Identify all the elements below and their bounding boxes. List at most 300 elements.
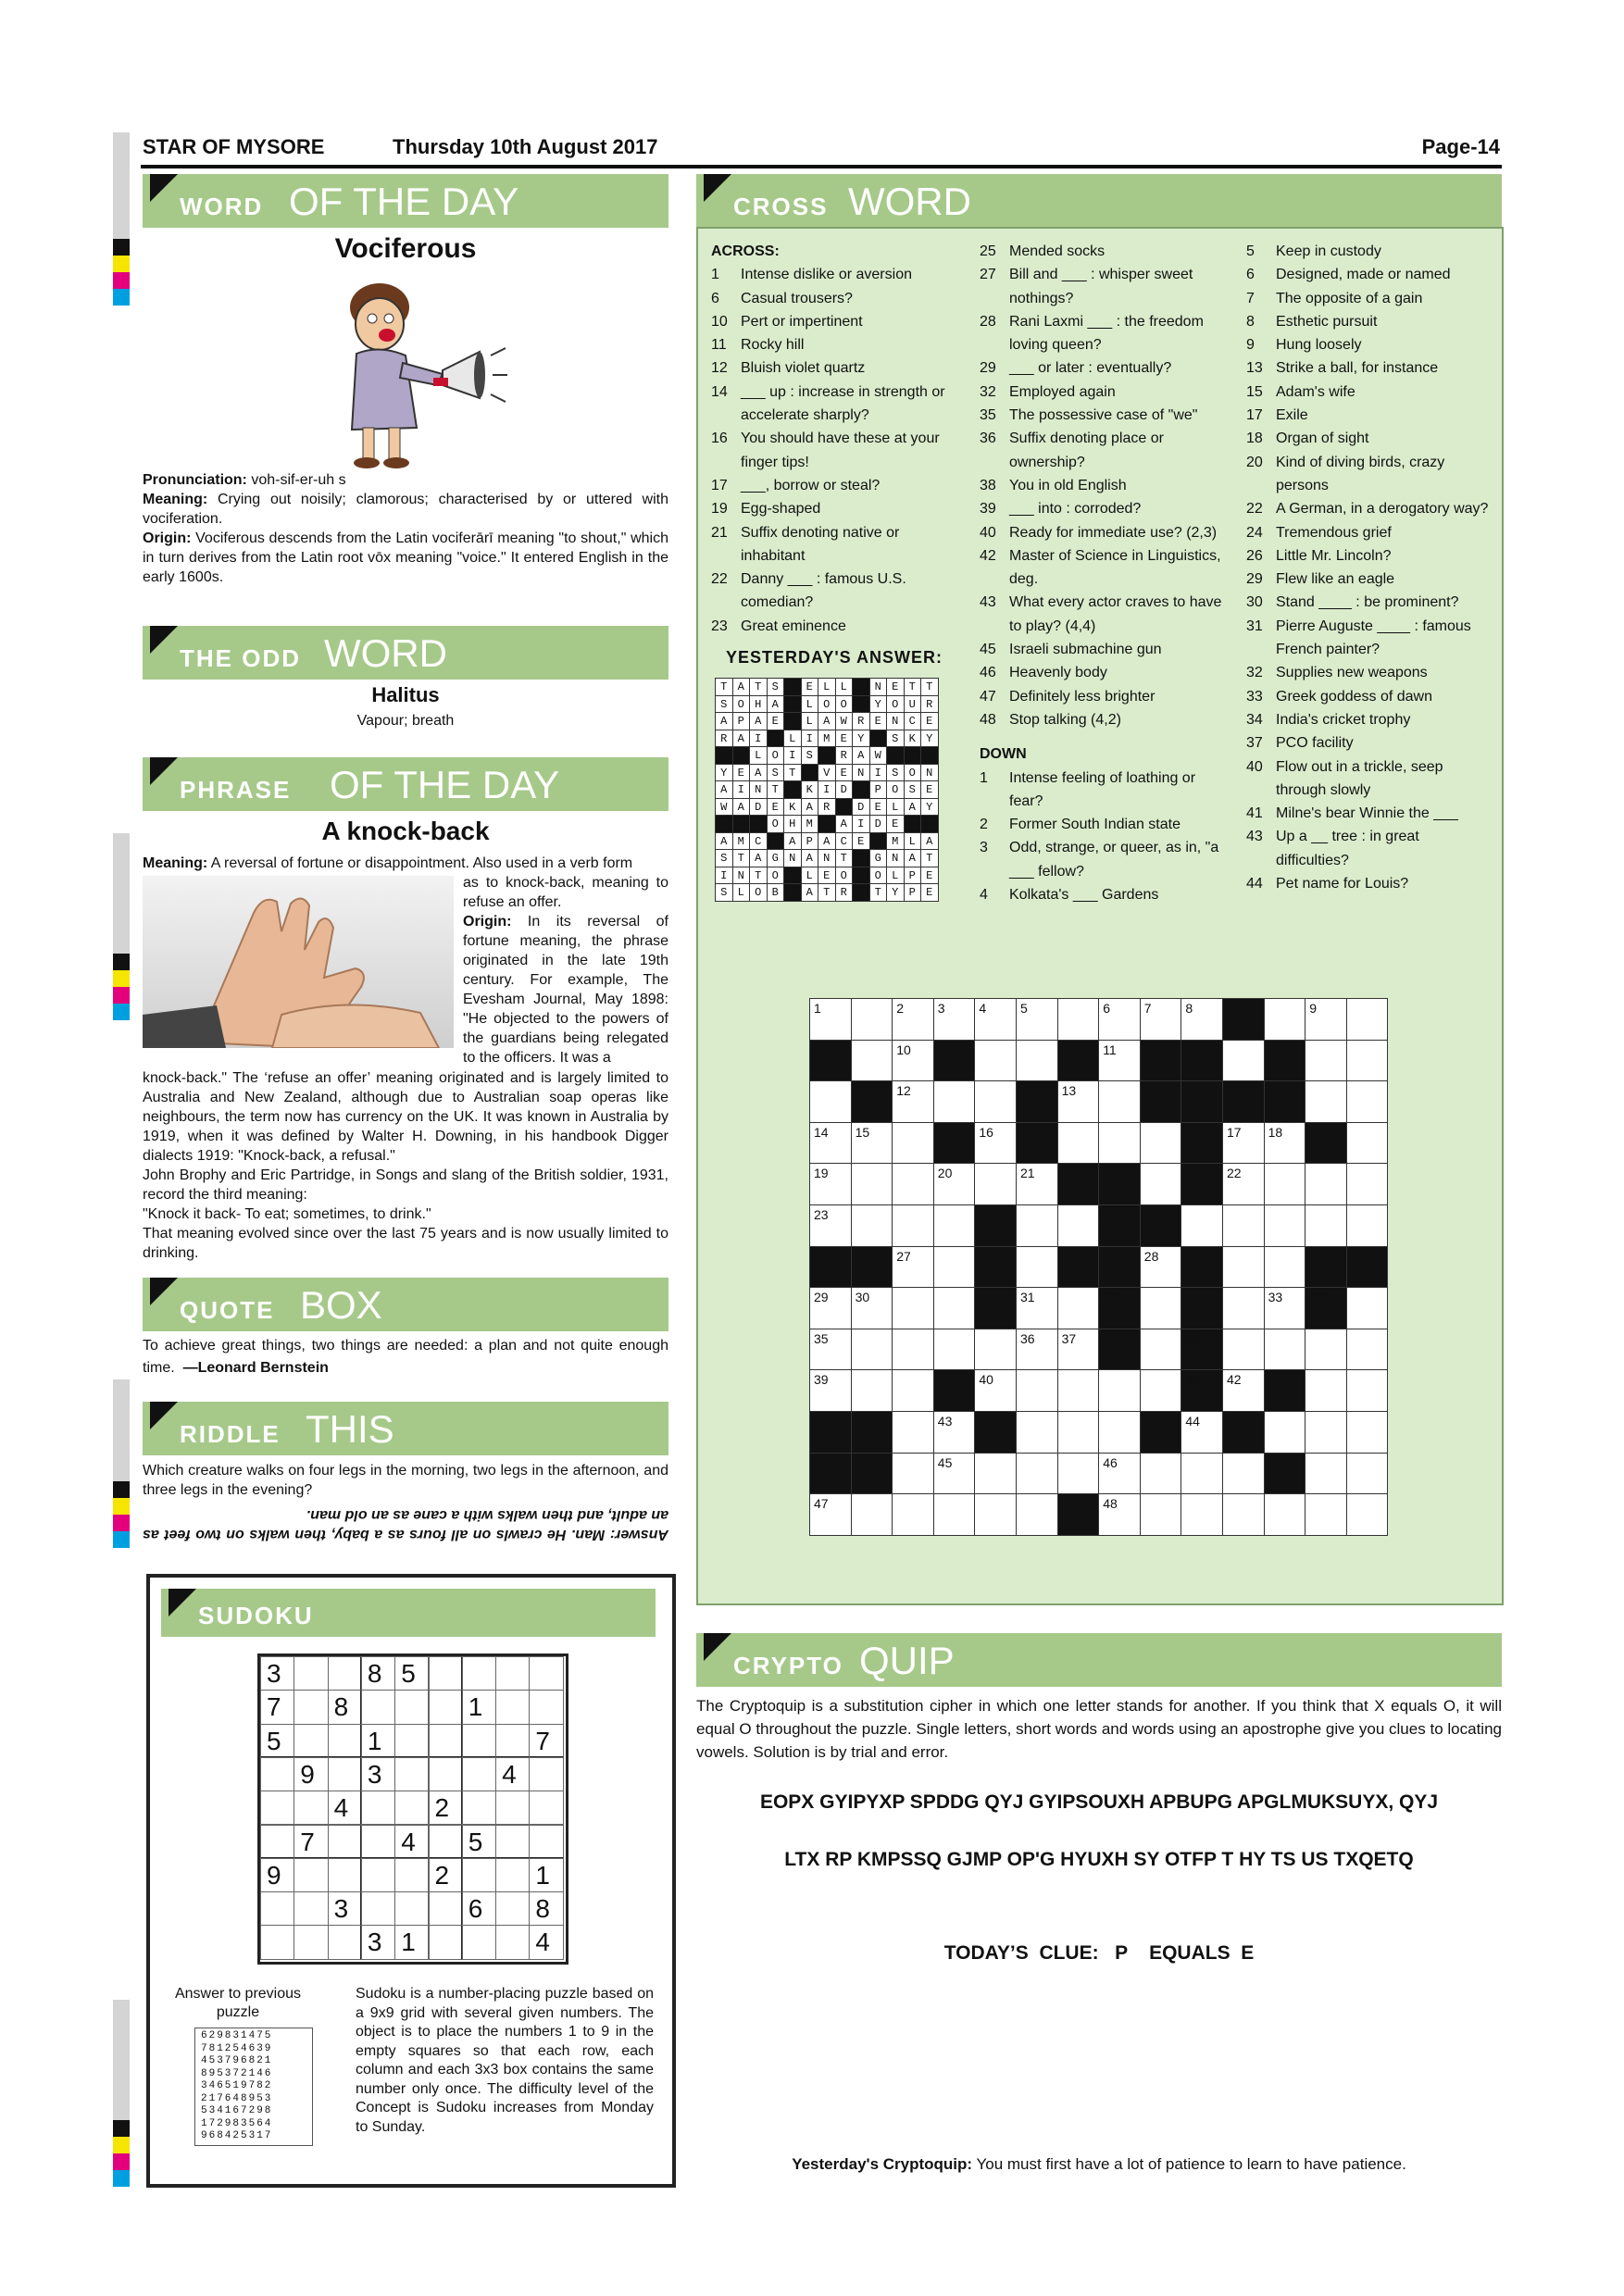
- crossword-cell[interactable]: [1057, 1204, 1100, 1247]
- clue-number: 5: [1020, 1001, 1028, 1016]
- clue-item: 3 Odd, strange, or queer, as in, "a ___ fellow?: [980, 840, 1219, 880]
- crossword-cell[interactable]: [892, 1369, 934, 1412]
- crossword-cell[interactable]: [851, 1493, 893, 1536]
- crossword-cell[interactable]: [1305, 1453, 1347, 1495]
- sudoku-cell[interactable]: [429, 1825, 463, 1859]
- crossword-cell[interactable]: [1016, 998, 1058, 1041]
- crossword-cell[interactable]: [1098, 998, 1141, 1041]
- crossword-cell[interactable]: [851, 1287, 893, 1329]
- crossword-cell[interactable]: [1098, 1493, 1141, 1536]
- crossword-cell[interactable]: [1346, 1040, 1389, 1082]
- crossword-black-cell: [1057, 1493, 1100, 1536]
- crossword-black-cell: [851, 1411, 893, 1454]
- sudoku-cell[interactable]: [361, 1791, 395, 1825]
- crossword-cell[interactable]: [851, 1040, 893, 1082]
- answer-cell: E: [920, 883, 939, 902]
- crossword-cell[interactable]: [1222, 1246, 1265, 1289]
- sudoku-cell[interactable]: 8: [361, 1656, 395, 1691]
- sudoku-cell[interactable]: 1: [529, 1858, 563, 1892]
- sudoku-cell[interactable]: [328, 1656, 362, 1691]
- crossword-cell[interactable]: [1264, 1329, 1306, 1371]
- answer-cell: E: [818, 867, 836, 885]
- crossword-cell[interactable]: [1057, 1411, 1100, 1454]
- sudoku-cell[interactable]: [394, 1724, 429, 1758]
- crossword-cell[interactable]: [974, 1080, 1017, 1123]
- crossword-cell[interactable]: [1222, 1163, 1265, 1205]
- sudoku-cell[interactable]: [394, 1791, 429, 1825]
- sudoku-cell[interactable]: [260, 1925, 294, 1959]
- crossword-cell[interactable]: [933, 1287, 976, 1329]
- crossword-cell[interactable]: [1098, 1411, 1141, 1454]
- answer-cell: E: [869, 798, 888, 817]
- crossword-cell[interactable]: [809, 1163, 852, 1205]
- crossword-black-cell: [1057, 1246, 1100, 1289]
- crossword-cell[interactable]: [1305, 1080, 1347, 1123]
- crossword-cell[interactable]: [1346, 1329, 1389, 1371]
- answer-cell: E: [835, 764, 854, 782]
- clue-item: 32 Employed again: [980, 383, 1116, 400]
- clue-number: 3: [937, 1001, 945, 1016]
- crossword-cell[interactable]: [1016, 1369, 1058, 1412]
- crossword-cell[interactable]: [933, 1329, 976, 1371]
- answer-cell: Y: [852, 730, 870, 748]
- crossword-cell[interactable]: [1140, 1246, 1182, 1289]
- sudoku-cell[interactable]: [495, 1656, 530, 1691]
- sudoku-cell[interactable]: [260, 1891, 294, 1926]
- crossword-cell[interactable]: [892, 1287, 934, 1329]
- sudoku-cell[interactable]: [361, 1690, 395, 1724]
- clue-number: 1: [814, 1001, 821, 1016]
- crossword-cell[interactable]: [933, 1204, 976, 1247]
- answer-cell: E: [886, 815, 905, 833]
- crossword-cell[interactable]: [1057, 998, 1100, 1041]
- crossword-black-cell: [974, 1411, 1017, 1454]
- crossword-cell[interactable]: [892, 1080, 934, 1123]
- crossword-cell[interactable]: [933, 1163, 976, 1205]
- answer-cell: A: [732, 730, 751, 748]
- crossword-cell[interactable]: [1181, 1204, 1223, 1247]
- answer-cell: T: [835, 849, 854, 867]
- sudoku-cell[interactable]: [328, 1858, 362, 1892]
- crossword-black-cell: [1098, 1329, 1141, 1371]
- crossword-cell[interactable]: [1222, 1453, 1265, 1495]
- side-strip: [113, 1379, 130, 1481]
- sudoku-cell[interactable]: [294, 1656, 328, 1691]
- crossword-cell[interactable]: [1140, 1163, 1182, 1205]
- answer-cell: L: [783, 730, 802, 748]
- sudoku-banner: SUDOKU: [161, 1589, 656, 1637]
- quote-text: To achieve great things, two things are needed: a plan and not quite enough time. —Leonard Bernstein: [143, 1338, 668, 1376]
- sudoku-cell[interactable]: [429, 1757, 463, 1791]
- answer-cell: W: [835, 712, 854, 730]
- sudoku-cell[interactable]: [394, 1891, 429, 1926]
- crossword-black-cell: [974, 1246, 1017, 1289]
- sudoku-cell[interactable]: 2: [429, 1791, 463, 1825]
- answer-cell: Y: [869, 695, 888, 714]
- crossword-cell[interactable]: [1016, 1163, 1058, 1205]
- crossword-cell[interactable]: [892, 1493, 934, 1536]
- sudoku-answer-row: 453796821: [201, 2055, 273, 2066]
- sudoku-cell[interactable]: [429, 1925, 463, 1959]
- answer-cell: [783, 712, 802, 730]
- sudoku-cell[interactable]: 5: [260, 1724, 294, 1758]
- clue-number: 22: [1227, 1166, 1242, 1181]
- cryptoquip-line-2: LTX RP KMPSSQ GJMP OP'G HYUXH SY OTFP T HY TS US TXQETQ: [784, 1849, 1414, 1870]
- sudoku-cell[interactable]: [294, 1690, 328, 1724]
- crossword-cell[interactable]: [1016, 1329, 1058, 1371]
- crossword-cell[interactable]: [933, 1453, 976, 1495]
- sudoku-cell[interactable]: 2: [429, 1858, 463, 1892]
- answer-cell: M: [801, 815, 819, 833]
- crossword-cell[interactable]: [1346, 1080, 1389, 1123]
- crossword-cell[interactable]: [1264, 1411, 1306, 1454]
- sudoku-cell[interactable]: 7: [260, 1690, 294, 1724]
- sudoku-answer-row: 781254639: [201, 2042, 273, 2054]
- answer-cell: I: [852, 815, 870, 833]
- crossword-cell[interactable]: [1098, 1453, 1141, 1495]
- crossword-cell[interactable]: [1264, 1163, 1306, 1205]
- sudoku-cell[interactable]: [429, 1690, 463, 1724]
- crossword-cell[interactable]: [974, 1122, 1017, 1165]
- crossword-cell[interactable]: [1264, 1204, 1306, 1247]
- crossword-cell[interactable]: [974, 1453, 1017, 1495]
- sudoku-cell[interactable]: [328, 1724, 362, 1758]
- crossword-cell[interactable]: [851, 1204, 893, 1247]
- crossword-cell[interactable]: [892, 1204, 934, 1247]
- clue-item: 20 Kind of diving birds, crazy persons: [1246, 454, 1445, 493]
- crossword-cell[interactable]: [974, 1163, 1017, 1205]
- clue-number: 41: [1185, 1372, 1200, 1388]
- answer-cell: I: [801, 730, 819, 748]
- crossword-cell[interactable]: [933, 1246, 976, 1289]
- sudoku-cell[interactable]: [394, 1690, 429, 1724]
- sudoku-cell[interactable]: 6: [462, 1891, 496, 1926]
- crossword-cell[interactable]: [1264, 1122, 1306, 1165]
- crossword-cell[interactable]: [1140, 1453, 1182, 1495]
- crossword-cell[interactable]: [1346, 1453, 1389, 1495]
- sudoku-cell[interactable]: 9: [294, 1757, 328, 1791]
- sudoku-cell[interactable]: [462, 1656, 496, 1691]
- clue-number: 2: [896, 1001, 904, 1016]
- crossword-cell[interactable]: [1346, 1163, 1389, 1205]
- crossword-cell[interactable]: [1016, 1204, 1058, 1247]
- answer-cell: N: [732, 867, 751, 885]
- crossword-cell[interactable]: [1222, 1287, 1265, 1329]
- crossword-cell[interactable]: [1181, 1411, 1223, 1454]
- crossword-cell[interactable]: [1016, 1040, 1058, 1082]
- crossword-cell[interactable]: [974, 1040, 1017, 1082]
- crossword-cell[interactable]: [892, 1329, 934, 1371]
- across-clues-col1: [711, 240, 961, 638]
- sudoku-cell[interactable]: [529, 1656, 563, 1691]
- clue-number: 12: [896, 1083, 911, 1099]
- crossword-cell[interactable]: [1057, 1122, 1100, 1165]
- crossword-cell[interactable]: [851, 1369, 893, 1412]
- answer-cell: P: [904, 883, 922, 902]
- crossword-cell[interactable]: [974, 998, 1017, 1041]
- sudoku-cell[interactable]: [495, 1858, 530, 1892]
- sudoku-cell[interactable]: [394, 1757, 429, 1791]
- crossword-cell[interactable]: [809, 1329, 852, 1371]
- crossword-cell[interactable]: [892, 1040, 934, 1082]
- sudoku-cell[interactable]: [328, 1925, 362, 1959]
- sudoku-answer-row: 172983564: [201, 2117, 273, 2129]
- crossword-cell[interactable]: [809, 998, 852, 1041]
- sudoku-cell[interactable]: [529, 1825, 563, 1859]
- down-title: DOWN: [980, 746, 1027, 763]
- sudoku-cell[interactable]: [495, 1891, 530, 1926]
- sudoku-cell[interactable]: 3: [328, 1891, 362, 1926]
- crossword-cell[interactable]: [1057, 1080, 1100, 1123]
- crossword-cell[interactable]: [851, 998, 893, 1041]
- crossword-black-cell: [1057, 1040, 1100, 1082]
- crossword-cell[interactable]: [1181, 998, 1223, 1041]
- crossword-cell[interactable]: [974, 1493, 1017, 1536]
- sudoku-cell[interactable]: [294, 1925, 328, 1959]
- crossword-cell[interactable]: [974, 1329, 1017, 1371]
- crossword-cell[interactable]: [1181, 1453, 1223, 1495]
- sudoku-cell[interactable]: [260, 1757, 294, 1791]
- sudoku-cell[interactable]: [495, 1825, 530, 1859]
- crossword-cell[interactable]: [892, 1122, 934, 1165]
- sudoku-cell[interactable]: 1: [361, 1724, 395, 1758]
- sudoku-cell[interactable]: 3: [361, 1925, 395, 1959]
- crossword-cell[interactable]: [933, 1411, 976, 1454]
- crossword-cell[interactable]: [1346, 1369, 1389, 1412]
- sudoku-cell[interactable]: [328, 1757, 362, 1791]
- crossword-cell[interactable]: [1305, 1329, 1347, 1371]
- sudoku-cell[interactable]: [294, 1724, 328, 1758]
- crossword-cell[interactable]: [892, 1411, 934, 1454]
- sudoku-cell[interactable]: [529, 1690, 563, 1724]
- sudoku-cell[interactable]: 5: [462, 1825, 496, 1859]
- crossword-cell[interactable]: [1140, 1122, 1182, 1165]
- sudoku-cell[interactable]: 4: [328, 1791, 362, 1825]
- crossword-cell[interactable]: [1016, 1411, 1058, 1454]
- crossword-cell[interactable]: [933, 1493, 976, 1536]
- crossword-cell[interactable]: [1346, 1411, 1389, 1454]
- answer-cell: T: [767, 780, 785, 799]
- crossword-cell[interactable]: [1098, 1122, 1141, 1165]
- crossword-cell[interactable]: [1305, 998, 1347, 1041]
- color-bar: [113, 1481, 130, 1548]
- sudoku-cell[interactable]: [429, 1724, 463, 1758]
- sudoku-cell[interactable]: [495, 1724, 530, 1758]
- crossword-cell[interactable]: [809, 1369, 852, 1412]
- sudoku-cell[interactable]: [429, 1891, 463, 1926]
- crossword-cell[interactable]: [1140, 1369, 1182, 1412]
- crossword-cell[interactable]: [809, 1080, 852, 1123]
- phrase-meaning-cont: as to knock-back, meaning to refuse an offer.: [463, 875, 668, 910]
- answer-cell: A: [732, 678, 751, 696]
- answer-cell: L: [886, 798, 905, 817]
- crossword-cell[interactable]: [1016, 1287, 1058, 1329]
- crossword-black-cell: [933, 1122, 976, 1165]
- crossword-cell[interactable]: [892, 1163, 934, 1205]
- crossword-cell[interactable]: [1264, 1493, 1306, 1536]
- sudoku-cell[interactable]: [294, 1891, 328, 1926]
- crossword-cell[interactable]: [1016, 1246, 1058, 1289]
- crossword-cell[interactable]: [1181, 1493, 1223, 1536]
- answer-cell: [783, 867, 802, 885]
- answer-cell: L: [801, 867, 819, 885]
- sudoku-cell[interactable]: [462, 1791, 496, 1825]
- crossword-cell[interactable]: [1140, 998, 1182, 1041]
- sudoku-answer-label: Answer to previous puzzle: [174, 1986, 302, 2020]
- sudoku-cell[interactable]: [294, 1858, 328, 1892]
- clue-item: 26 Little Mr. Lincoln?: [1246, 547, 1392, 564]
- crossword-cell[interactable]: [809, 1204, 852, 1247]
- crossword-cell[interactable]: [933, 998, 976, 1041]
- crossword-cell[interactable]: [1305, 1163, 1347, 1205]
- answer-cell: D: [852, 798, 870, 817]
- sudoku-cell[interactable]: 3: [361, 1757, 395, 1791]
- crossword-cell[interactable]: [1222, 1040, 1265, 1082]
- sudoku-cell[interactable]: [495, 1791, 530, 1825]
- answer-cell: H: [783, 815, 802, 833]
- clue-item: 38 You in old English: [980, 477, 1127, 493]
- sudoku-cell[interactable]: [328, 1825, 362, 1859]
- crossword-cell[interactable]: [1305, 1493, 1347, 1536]
- answer-cell: A: [818, 832, 836, 851]
- answer-cell: P: [904, 867, 922, 885]
- crossword-black-cell: [933, 1369, 976, 1412]
- answer-cell: H: [749, 695, 768, 714]
- answer-cell: E: [767, 712, 785, 730]
- crossword-cell[interactable]: [1098, 1369, 1141, 1412]
- sudoku-cell[interactable]: 7: [529, 1724, 563, 1758]
- answer-cell: A: [801, 798, 819, 817]
- crossword-banner: CROSS WORD: [696, 174, 1502, 228]
- crossword-cell[interactable]: [892, 1246, 934, 1289]
- crossword-cell[interactable]: [1346, 1287, 1389, 1329]
- crossword-black-cell: [1181, 1080, 1223, 1123]
- sudoku-cell[interactable]: [529, 1791, 563, 1825]
- sudoku-cell[interactable]: 7: [294, 1825, 328, 1859]
- answer-cell: [749, 815, 768, 833]
- answer-cell: [783, 883, 802, 902]
- sudoku-cell[interactable]: [294, 1791, 328, 1825]
- sudoku-cell[interactable]: 4: [394, 1825, 429, 1859]
- crossword-cell[interactable]: [1016, 1453, 1058, 1495]
- crossword-cell[interactable]: [1057, 1369, 1100, 1412]
- sudoku-cell[interactable]: [260, 1825, 294, 1859]
- sudoku-cell[interactable]: [462, 1925, 496, 1959]
- crossword-cell[interactable]: [1346, 1204, 1389, 1247]
- crossword-cell[interactable]: [1305, 1411, 1347, 1454]
- answer-cell: A: [818, 712, 836, 730]
- clue-number: 37: [1061, 1330, 1077, 1346]
- sudoku-cell[interactable]: [495, 1925, 530, 1959]
- sudoku-cell[interactable]: 9: [260, 1858, 294, 1892]
- sudoku-cell[interactable]: [429, 1656, 463, 1691]
- sudoku-cell[interactable]: [462, 1858, 496, 1892]
- crossword-cell[interactable]: [1057, 1329, 1100, 1371]
- clue-number: 42: [1227, 1372, 1242, 1388]
- crossword-cell[interactable]: [1222, 1204, 1265, 1247]
- crossword-cell[interactable]: [1140, 1493, 1182, 1536]
- sudoku-cell[interactable]: 1: [394, 1925, 429, 1959]
- paper-name: STAR OF MYSORE: [143, 135, 325, 158]
- crossword-cell[interactable]: [1098, 1080, 1141, 1123]
- clue-item: 18 Organ of sight: [1246, 430, 1369, 447]
- crossword-cell[interactable]: [1346, 1493, 1389, 1536]
- sudoku-cell[interactable]: [495, 1690, 530, 1724]
- crossword-cell[interactable]: [1305, 1040, 1347, 1082]
- crossword-black-cell: [1305, 1287, 1347, 1329]
- crossword-cell[interactable]: [933, 1080, 976, 1123]
- crossword-cell[interactable]: [851, 1329, 893, 1371]
- crossword-black-cell: [1181, 1287, 1223, 1329]
- sudoku-cell[interactable]: [361, 1891, 395, 1926]
- sudoku-cell[interactable]: [361, 1858, 395, 1892]
- sudoku-cell[interactable]: [462, 1757, 496, 1791]
- answer-cell: Y: [886, 883, 905, 902]
- crossword-cell[interactable]: [1222, 1122, 1265, 1165]
- crossword-cell[interactable]: [1016, 1493, 1058, 1536]
- sudoku-cell[interactable]: [361, 1825, 395, 1859]
- clue-number: 40: [979, 1372, 993, 1388]
- clue-number: 24: [979, 1207, 993, 1222]
- crossword-cell[interactable]: [1264, 1287, 1306, 1329]
- sudoku-cell[interactable]: 4: [529, 1925, 563, 1959]
- sudoku-cell[interactable]: [394, 1858, 429, 1892]
- crossword-cell[interactable]: [1222, 1369, 1265, 1412]
- crossword-cell[interactable]: [1305, 1369, 1347, 1412]
- crossword-cell[interactable]: [809, 1493, 852, 1536]
- crossword-black-cell: [1305, 1246, 1347, 1289]
- sudoku-cell[interactable]: 1: [462, 1690, 496, 1724]
- crossword-cell[interactable]: [892, 1453, 934, 1495]
- crossword-cell[interactable]: [1057, 1453, 1100, 1495]
- crossword-cell[interactable]: [1057, 1287, 1100, 1329]
- cryptoquip-clue: TODAY’S CLUE: P EQUALS E: [943, 1942, 1255, 1964]
- crossword-cell[interactable]: [1222, 1329, 1265, 1371]
- sudoku-cell[interactable]: [260, 1791, 294, 1825]
- answer-cell: [783, 678, 802, 696]
- cryptoquip-banner: CRYPTO QUIP: [696, 1633, 1502, 1687]
- sudoku-cell[interactable]: [529, 1757, 563, 1791]
- crossword-cell[interactable]: [1140, 1329, 1182, 1371]
- crossword-cell[interactable]: [1098, 1040, 1141, 1082]
- crossword-cell[interactable]: [1264, 1246, 1306, 1289]
- crossword-cell[interactable]: [1140, 1287, 1182, 1329]
- crossword-cell[interactable]: [1264, 998, 1306, 1041]
- crossword-cell[interactable]: [1222, 1493, 1265, 1536]
- crossword-cell[interactable]: [974, 1369, 1017, 1412]
- crossword-cell[interactable]: [851, 1122, 893, 1165]
- sudoku-cell[interactable]: 5: [394, 1656, 429, 1691]
- sudoku-cell[interactable]: 4: [495, 1757, 530, 1791]
- clue-number: 4: [979, 1001, 987, 1016]
- clue-number: 15: [855, 1124, 870, 1140]
- crossword-cell[interactable]: [1346, 1122, 1389, 1165]
- sudoku-cell[interactable]: 3: [260, 1656, 294, 1691]
- crossword-cell[interactable]: [892, 998, 934, 1041]
- sudoku-cell[interactable]: 8: [328, 1690, 362, 1724]
- riddle-answer-upside-down: Answer: Man. He crawls on all fours as a baby, then walks on two feet as an adult, and then walks with a cane as an old man.: [143, 1507, 668, 1542]
- clue-item: 15 Adam's wife: [1246, 383, 1355, 400]
- crossword-cell[interactable]: [809, 1122, 852, 1165]
- crossword-cell[interactable]: [1305, 1204, 1347, 1247]
- answer-cell: [732, 746, 751, 765]
- sudoku-cell[interactable]: [462, 1724, 496, 1758]
- crossword-cell[interactable]: [1346, 998, 1389, 1041]
- crossword-cell[interactable]: [809, 1287, 852, 1329]
- answer-cell: L: [801, 712, 819, 730]
- crossword-cell[interactable]: [851, 1163, 893, 1205]
- sudoku-cell[interactable]: 8: [529, 1891, 563, 1926]
